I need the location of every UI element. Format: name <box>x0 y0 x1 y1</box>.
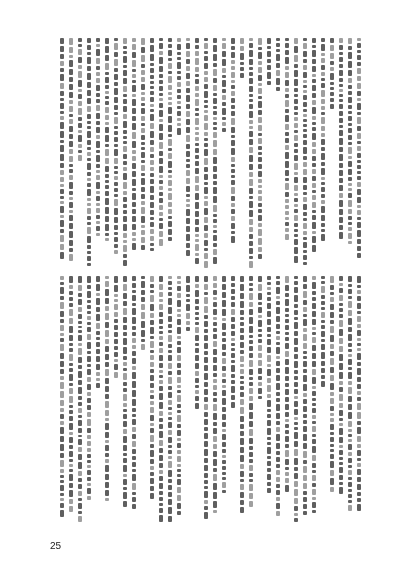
text-column <box>310 276 317 524</box>
text-column <box>355 38 362 270</box>
text-column <box>337 38 344 270</box>
text-column <box>175 38 182 270</box>
text-column <box>247 276 254 524</box>
text-column <box>76 276 83 524</box>
text-column <box>319 276 326 524</box>
text-column <box>283 38 290 270</box>
text-column <box>265 276 272 524</box>
text-column <box>220 276 227 524</box>
text-column <box>328 276 335 524</box>
text-column <box>274 38 281 270</box>
text-column <box>193 38 200 270</box>
text-column <box>346 38 353 270</box>
text-column <box>58 276 65 524</box>
text-column <box>157 38 164 270</box>
text-column <box>184 276 191 524</box>
text-column <box>94 38 101 270</box>
text-column <box>175 276 182 524</box>
text-column <box>76 38 83 270</box>
text-column <box>67 276 74 524</box>
text-column <box>130 38 137 270</box>
text-column <box>130 276 137 524</box>
text-column <box>328 38 335 270</box>
text-column <box>85 276 92 524</box>
text-column <box>229 38 236 270</box>
text-column <box>112 38 119 270</box>
text-column <box>229 276 236 524</box>
text-column <box>256 276 263 524</box>
text-column <box>193 276 200 524</box>
text-column <box>220 38 227 270</box>
text-column <box>202 276 209 524</box>
text-column <box>355 276 362 524</box>
text-column <box>301 276 308 524</box>
text-column <box>301 38 308 270</box>
lower-text-block <box>48 276 362 524</box>
text-column <box>211 38 218 270</box>
text-column <box>139 38 146 270</box>
text-column <box>103 38 110 270</box>
text-column <box>310 38 317 270</box>
text-column <box>184 38 191 270</box>
text-column <box>256 38 263 270</box>
text-column <box>94 276 101 524</box>
text-column <box>148 276 155 524</box>
text-column <box>121 38 128 270</box>
text-column <box>292 276 299 524</box>
text-column <box>238 276 245 524</box>
text-column <box>67 38 74 270</box>
text-column <box>265 38 272 270</box>
text-column <box>238 38 245 270</box>
text-column <box>166 276 173 524</box>
text-column <box>85 38 92 270</box>
text-column <box>121 276 128 524</box>
text-column <box>166 38 173 270</box>
text-column <box>157 276 164 524</box>
text-column <box>112 276 119 524</box>
text-column <box>319 38 326 270</box>
text-column <box>103 276 110 524</box>
upper-text-block <box>48 38 362 270</box>
page-number: 25 <box>50 541 62 552</box>
text-column <box>247 38 254 270</box>
text-column <box>283 276 290 524</box>
text-column <box>202 38 209 270</box>
text-column <box>346 276 353 524</box>
text-column <box>211 276 218 524</box>
text-column <box>337 276 344 524</box>
text-column <box>292 38 299 270</box>
text-column <box>148 38 155 270</box>
text-column <box>139 276 146 524</box>
text-column <box>58 38 65 270</box>
text-column <box>274 276 281 524</box>
